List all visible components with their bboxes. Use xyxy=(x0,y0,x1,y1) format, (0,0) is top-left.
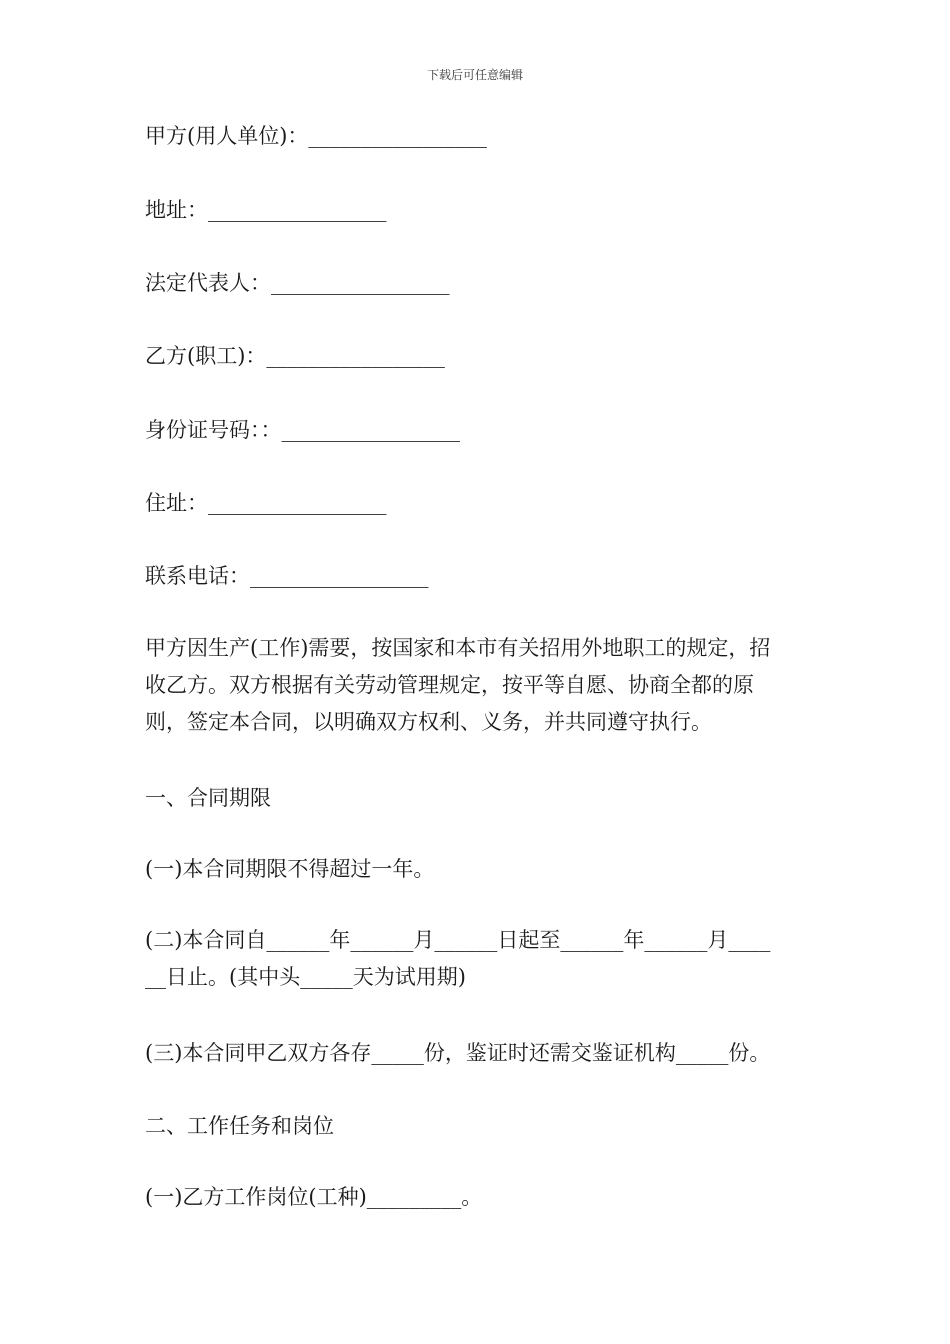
legal-representative-field: 法定代表人：_________________ xyxy=(145,271,450,295)
section-2-heading: 二、工作任务和岗位 xyxy=(145,1114,334,1138)
party-a-field: 甲方(用人单位)：_________________ xyxy=(145,124,487,148)
intro-paragraph: 甲方因生产(工作)需要，按国家和本市有关招用外地职工的规定，招 收乙方。双方根据有关劳动管理规定，按平等自愿、协商全都的原 则，签定本合同，以明确双方权利、义务，并共同遵守执行。 xyxy=(145,636,771,734)
section-1-item-1: (一)本合同期限不得超过一年。 xyxy=(145,857,435,881)
party-b-field: 乙方(职工)：_________________ xyxy=(145,344,445,368)
address-field: 地址：_________________ xyxy=(145,198,387,222)
phone-field: 联系电话：_________________ xyxy=(145,564,429,588)
section-1-item-3: (三)本合同甲乙双方各存_____份，鉴证时还需交鉴证机构_____份。 xyxy=(145,1041,771,1065)
section-2-item-1: (一)乙方工作岗位(工种)_________。 xyxy=(145,1185,483,1209)
section-1-heading: 一、合同期限 xyxy=(145,786,271,810)
id-number-field: 身份证号码：：_________________ xyxy=(145,418,460,442)
section-1-item-2: (二)本合同自______年______月______日起至______年______月____ __日止。(其中头_____天为试用期) xyxy=(145,928,771,989)
page-header-note: 下载后可任意编辑 xyxy=(426,68,523,82)
residence-field: 住址：_________________ xyxy=(145,491,387,515)
